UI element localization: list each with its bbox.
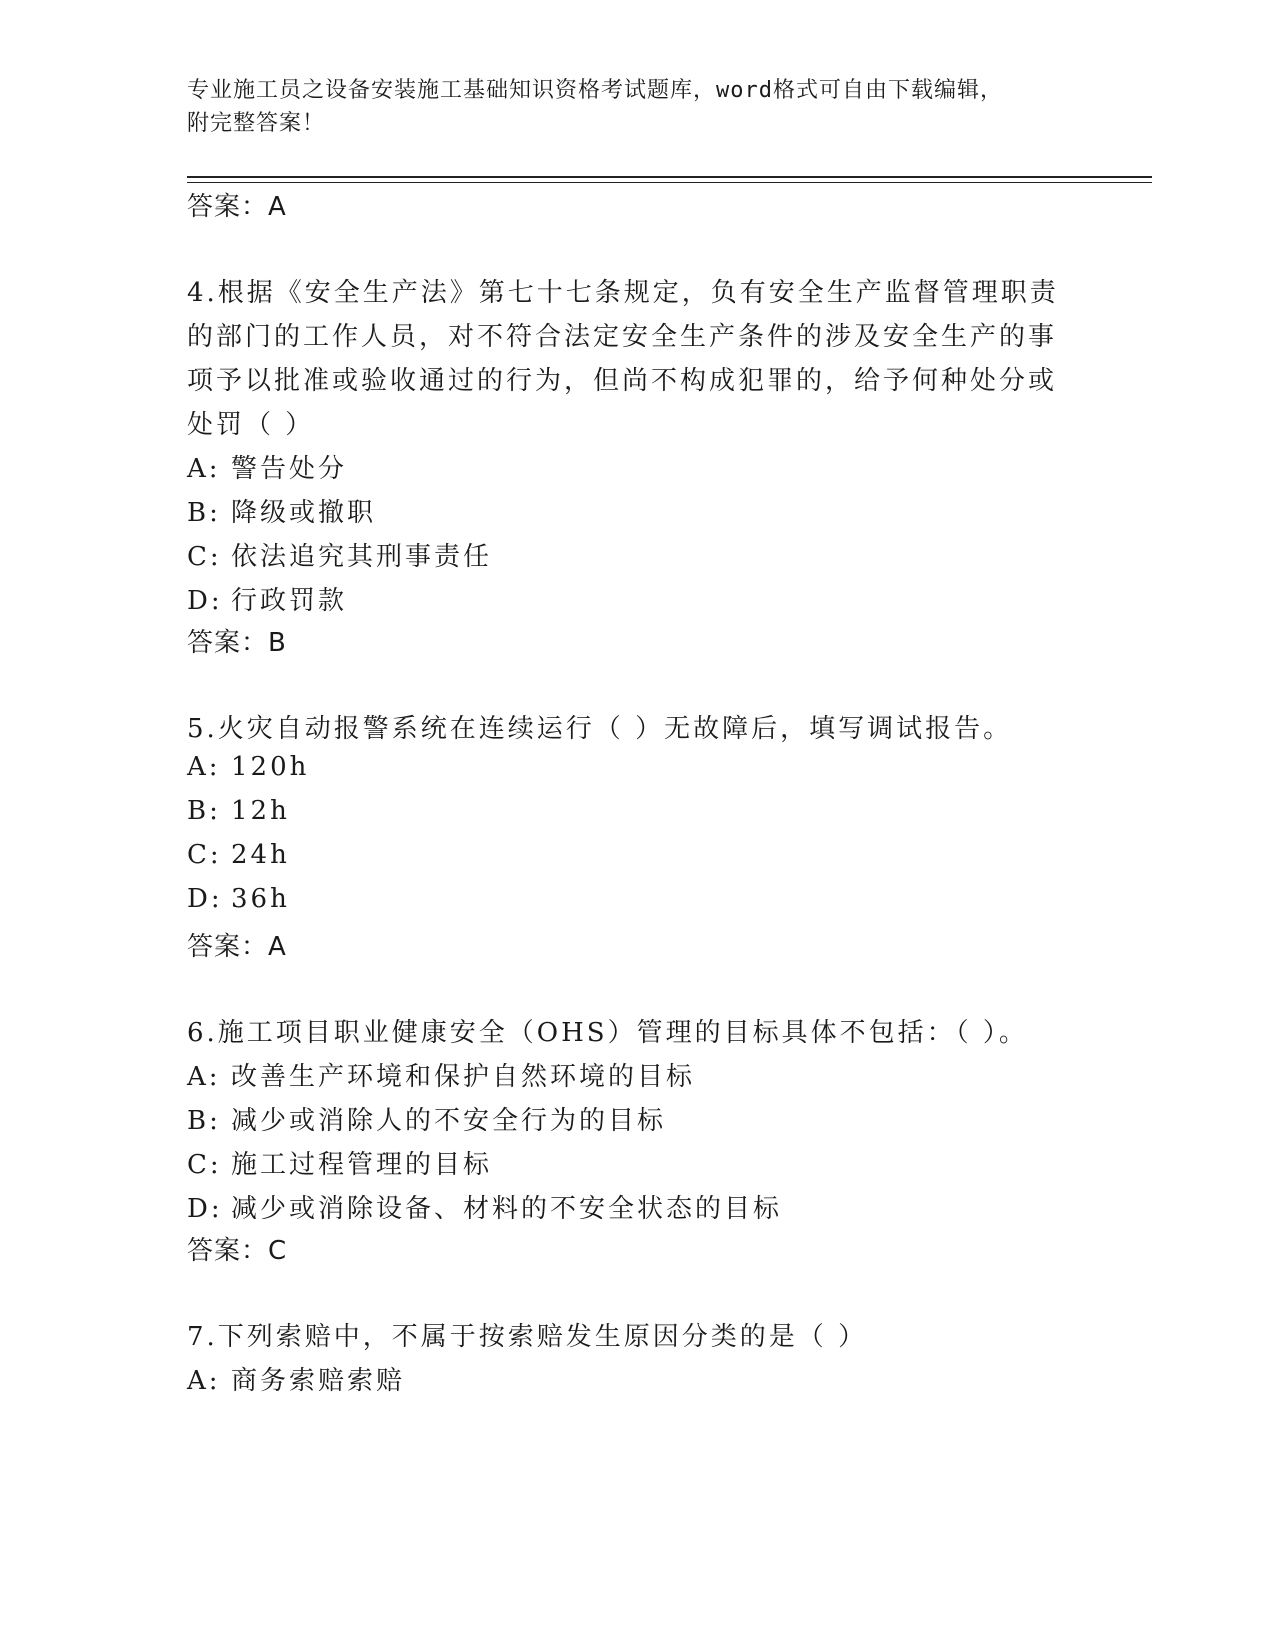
question-6-option-a [187, 1056, 695, 1093]
answer-q6: 答案：C [187, 1236, 288, 1266]
question-4-option-c [187, 536, 492, 573]
option-key: A: [187, 454, 221, 484]
option-text: 施工过程管理的目标 [231, 1150, 493, 1180]
option-text: 降级或撤职 [231, 498, 377, 528]
option-key: A: [187, 1062, 221, 1092]
question-4-option-b [187, 492, 376, 529]
option-text: 依法追究其刑事责任 [231, 542, 493, 572]
option-text: 商务索赔索赔 [231, 1366, 406, 1396]
header-divider-thick [187, 176, 1152, 178]
option-key: D: [187, 884, 223, 914]
question-4-line-2: 的部门的工作人员，对不符合法定安全生产条件的涉及安全生产的事 [187, 322, 1058, 352]
question-5-line-1: 5.火灾自动报警系统在连续运行（ ）无故障后，填写调试报告。 [187, 714, 1013, 744]
question-4-line-1: 4.根据《安全生产法》第七十七条规定，负有安全生产监督管理职责 [187, 278, 1059, 308]
question-6-option-b [187, 1100, 666, 1137]
question-5-option-b [187, 796, 290, 826]
option-text: 减少或消除设备、材料的不安全状态的目标 [231, 1194, 783, 1224]
option-text: 改善生产环境和保护自然环境的目标 [231, 1062, 696, 1092]
option-key: A: [187, 1366, 221, 1396]
option-text: 行政罚款 [231, 586, 348, 616]
header-divider-thin [187, 182, 1152, 183]
option-key: C: [187, 1150, 222, 1180]
option-key: B: [187, 498, 221, 528]
option-key: B: [187, 796, 221, 826]
question-4-line-3: 项予以批准或验收通过的行为，但尚不构成犯罪的，给予何种处分或 [187, 366, 1058, 396]
header-line-2: 附完整答案！ [187, 111, 326, 136]
question-6-option-d [187, 1188, 782, 1225]
header-line-1: 专业施工员之设备安装施工基础知识资格考试题库，word格式可自由下载编辑， [187, 78, 1003, 103]
option-text: 120h [231, 752, 310, 782]
option-key: A: [187, 752, 221, 782]
option-key: D: [187, 586, 223, 616]
option-text: 12h [231, 796, 290, 826]
option-text: 36h [231, 884, 290, 914]
question-5-option-d [187, 884, 290, 914]
option-key: B: [187, 1106, 221, 1136]
question-7-line-1: 7.下列索赔中，不属于按索赔发生原因分类的是（ ） [187, 1322, 868, 1352]
answer-q3: 答案：A [187, 192, 287, 222]
option-key: C: [187, 840, 222, 870]
answer-q4: 答案：B [187, 628, 287, 658]
option-key: D: [187, 1194, 223, 1224]
question-7-option-a [187, 1360, 405, 1397]
question-4-option-a [187, 448, 347, 485]
option-key: C: [187, 542, 222, 572]
question-5-option-a [187, 752, 309, 782]
answer-q5: 答案：A [187, 932, 287, 962]
question-5-option-c [187, 840, 290, 870]
option-text: 警告处分 [231, 454, 348, 484]
question-6-option-c [187, 1144, 492, 1181]
option-text: 减少或消除人的不安全行为的目标 [231, 1106, 667, 1136]
question-4-line-4: 处罚（ ） [187, 410, 315, 440]
document-header [187, 74, 1067, 140]
question-6-line-1: 6.施工项目职业健康安全（OHS）管理的目标具体不包括：（ ）。 [187, 1018, 1028, 1048]
option-text: 24h [231, 840, 290, 870]
question-4-option-d [187, 580, 347, 617]
